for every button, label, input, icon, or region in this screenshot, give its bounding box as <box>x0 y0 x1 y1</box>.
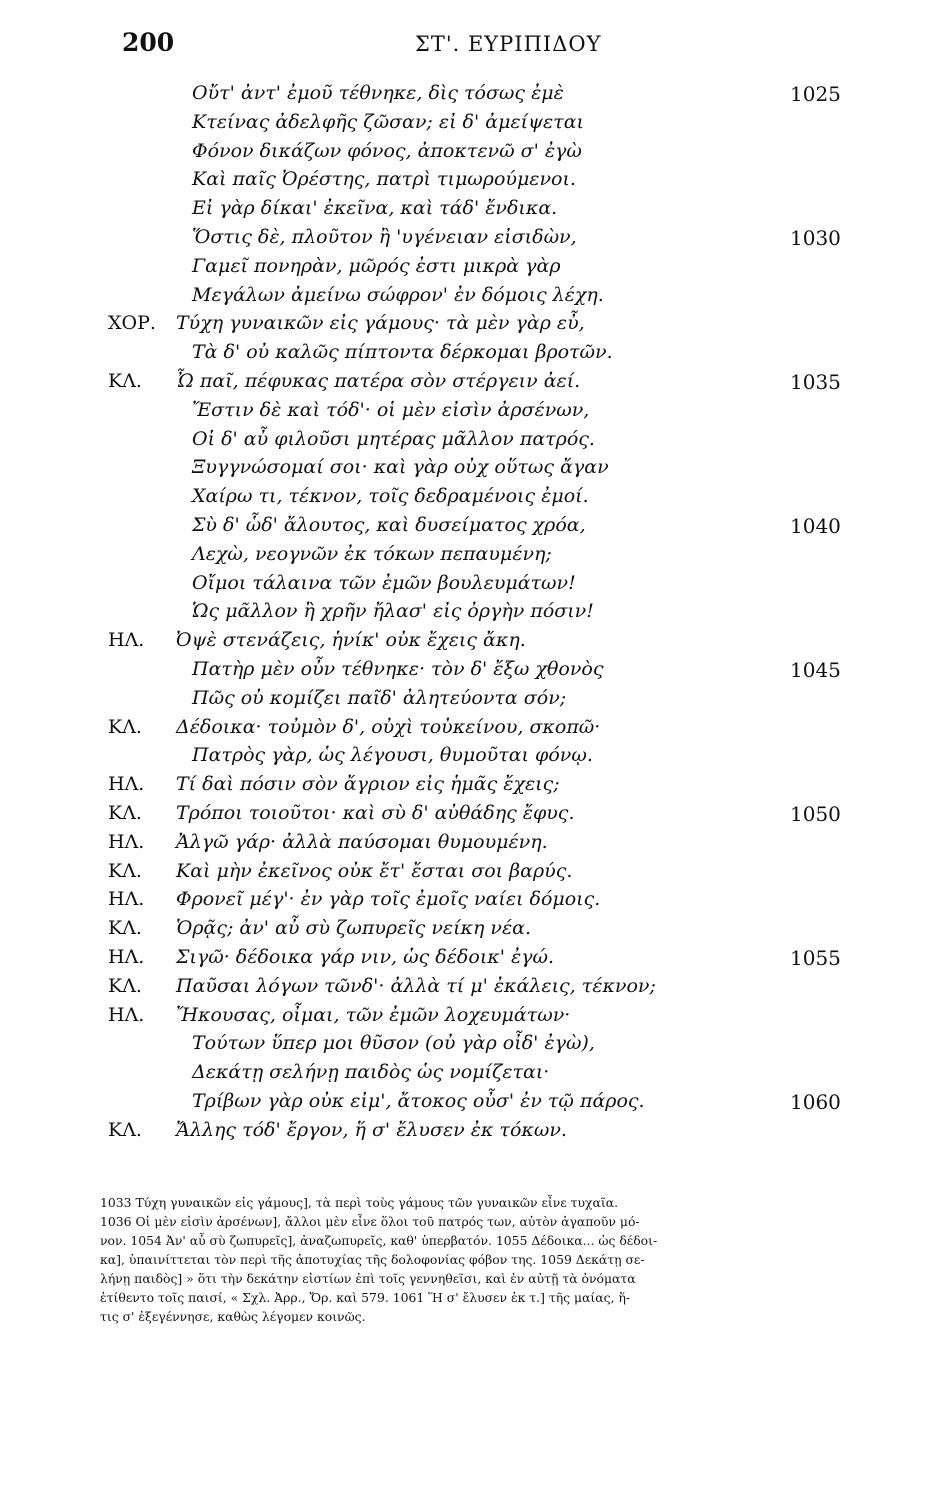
verse-line <box>0 1032 927 1062</box>
verse-text: Οἴμοι τάλαινα τῶν ἐμῶν βουλευμάτων! <box>192 571 576 594</box>
verse-text: Ἔστιν δὲ καὶ τόδ'· οἱ μὲν εἰσὶν ἀρσένων, <box>192 398 590 421</box>
verse-line <box>0 831 927 861</box>
verse-line <box>0 773 927 803</box>
speaker-label: ΗΛ. <box>108 946 145 968</box>
verse-text: Ὀψὲ στενάζεις, ἡνίκ' οὐκ ἔχεις ἄκη. <box>176 629 526 652</box>
footnote-line: 1036 Οἱ μὲν εἰσὶν ἀρσένων], ἄλλοι μὲν εἶνε ὅλοι τοῦ πατρός των, αὐτὸν ἀγαποῦν μό- <box>100 1214 640 1229</box>
verse-line <box>0 975 927 1005</box>
footnote-line: νον. 1054 Ἀν' αὖ σὺ ζωπυρεῖς], ἀναζωπυρεῖς, καθ' ὑπερβατόν. 1055 Δέδοικα... ὡς δέδοι- <box>100 1233 658 1248</box>
verse-line <box>0 629 927 659</box>
verse-line <box>0 197 927 227</box>
line-number: 1050 <box>790 802 841 826</box>
verse-text: Ὦ παῖ, πέφυκας πατέρα σὸν στέργειν ἀεί. <box>176 370 581 392</box>
page-number: 200 <box>122 28 175 57</box>
verse-line <box>0 543 927 573</box>
speaker-label: ΗΛ. <box>108 629 145 652</box>
verse-text: Τὰ δ' οὐ καλῶς πίπτοντα δέρκομαι βροτῶν. <box>192 341 613 364</box>
running-title: ΣΤ'. ΕΥΡΙΠΙΔΟΥ <box>415 32 602 56</box>
verse-text: Καὶ παῖς Ὀρέστης, πατρὶ τιμωρούμενοι. <box>192 168 576 191</box>
verse-line <box>0 226 927 256</box>
verse-text: Ὅστις δὲ, πλοῦτον ἢ 'υγένειαν εἰσιδὼν, <box>192 226 577 248</box>
footnote-line: τις σ' ἐξεγέννησε, καθὼς λέγομεν κοινῶς. <box>100 1309 366 1324</box>
verse-line <box>0 716 927 746</box>
verse-line <box>0 1061 927 1091</box>
verse-text: Οἱ δ' αὖ φιλοῦσι μητέρας μᾶλλον πατρός. <box>192 427 595 450</box>
line-number: 1035 <box>790 370 841 394</box>
verse-text: Οὔτ' ἀντ' ἐμοῦ τέθνηκε, δὶς τόσως ἐμὲ <box>192 82 564 104</box>
verse-text: Δεκάτῃ σελήνῃ παιδὸς ὡς νομίζεται· <box>192 1061 550 1084</box>
verse-text: Παῦσαι λόγων τῶνδ'· ἀλλὰ τί μ' ἐκάλεις, τέκνον; <box>176 974 656 997</box>
verse-line <box>0 255 927 285</box>
verse-line <box>0 1119 927 1149</box>
line-number: 1060 <box>790 1090 841 1114</box>
speaker-label: ΚΛ. <box>108 974 142 997</box>
speaker-label: ΗΛ. <box>108 773 145 796</box>
speaker-label: ΗΛ. <box>108 888 145 911</box>
verse-line <box>0 744 927 774</box>
verse-line <box>0 600 927 630</box>
verse-text: Πατρὸς γὰρ, ὡς λέγουσι, θυμοῦται φόνῳ. <box>192 744 593 767</box>
verse-text: Σὺ δ' ὧδ' ἄλουτος, καὶ δυσείματος χρόα, <box>192 514 586 536</box>
verse-line <box>0 284 927 314</box>
verse-text: Τρίβων γὰρ οὐκ εἰμ', ἄτοκος οὖσ' ἐν τῷ πάρος. <box>192 1090 645 1112</box>
verse-line <box>0 82 927 112</box>
footnote-line: λήνῃ παιδὸς] » ὅτι τὴν δεκάτην εἰστίων ἐπὶ τοῖς γεννηθεῖσι, καὶ ἐν αὐτῇ τὰ ὀνόματα <box>100 1271 636 1286</box>
verse-line <box>0 917 927 947</box>
verse-text: Ἀλγῶ γάρ· ἀλλὰ παύσομαι θυμουμένη. <box>176 830 548 853</box>
verse-text: Τρόποι τοιοῦτοι· καὶ σὺ δ' αὐθάδης ἔφυς. <box>176 802 575 824</box>
verse-line <box>0 572 927 602</box>
verse-text: Ὡς μᾶλλον ἢ χρῆν ἤλασ' εἰς ὀργὴν πόσιν! <box>192 600 594 623</box>
speaker-label: ΚΛ. <box>108 1118 142 1141</box>
verse-text: Τύχη γυναικῶν εἰς γάμους· τὰ μὲν γὰρ εὖ, <box>176 312 585 335</box>
verse-line <box>0 658 927 688</box>
verse-line <box>0 456 927 486</box>
verse-text: Μεγάλων ἀμείνω σώφρον' ἐν δόμοις λέχη. <box>192 283 604 306</box>
speaker-label: ΚΛ. <box>108 859 142 882</box>
running-head <box>0 28 927 64</box>
verse-line <box>0 428 927 458</box>
verse-line <box>0 802 927 832</box>
footnote-line: κα], ὑπαινίττεται τὸν περὶ τῆς ἀποτυχίας τῆς δολοφονίας φόβον της. 1059 Δεκάτῃ σε- <box>100 1252 645 1267</box>
line-number: 1055 <box>790 946 841 970</box>
line-number: 1025 <box>790 82 841 106</box>
speaker-label: ΧΟΡ. <box>108 312 156 335</box>
verse-text: Σιγῶ· δέδοικα γάρ νιν, ὡς δέδοικ' ἐγώ. <box>176 946 555 968</box>
verse-text: Καὶ μὴν ἐκεῖνος οὐκ ἔτ' ἔσται σοι βαρύς. <box>176 859 573 882</box>
verse-line <box>0 485 927 515</box>
verse-line <box>0 312 927 342</box>
verse-line <box>0 946 927 976</box>
speaker-label: ΚΛ. <box>108 370 142 392</box>
speaker-label: ΗΛ. <box>108 1003 145 1026</box>
line-number: 1040 <box>790 514 841 538</box>
footnotes <box>100 1193 848 1326</box>
verse-line <box>0 888 927 918</box>
verse-line <box>0 168 927 198</box>
verse-line <box>0 514 927 544</box>
footnote-line: 1033 Τύχη γυναικῶν εἰς γάμους], τὰ περὶ τοὺς γάμους τῶν γυναικῶν εἶνε τυχαῖα. <box>100 1195 619 1210</box>
speaker-label: ΚΛ. <box>108 802 142 824</box>
verse-text: Πῶς οὐ κομίζει παῖδ' ἀλητεύοντα σόν; <box>192 686 567 709</box>
verse-line <box>0 1004 927 1034</box>
verse-line <box>0 341 927 371</box>
verse-line <box>0 399 927 429</box>
verse-text: Φόνον δικάζων φόνος, ἀποκτενῶ σ' ἐγὼ <box>192 139 582 162</box>
verse-line <box>0 370 927 400</box>
line-number: 1030 <box>790 226 841 250</box>
verse-text: Τούτων ὕπερ μοι θῦσον (οὐ γὰρ οἶδ' ἐγὼ), <box>192 1032 595 1055</box>
footnote-line: ἐτίθεντο τοῖς παισί, « Σχλ. Ἀρρ., Ὄρ. καὶ 579. 1061 Ἥ σ' ἔλυσεν ἐκ τ.] τῆς μαίας, ἥ- <box>100 1290 631 1305</box>
verse-text: Ξυγγνώσομαί σοι· καὶ γὰρ οὐχ οὕτως ἄγαν <box>192 456 609 479</box>
speaker-label: ΚΛ. <box>108 917 142 940</box>
verse-line <box>0 687 927 717</box>
verse-text: Γαμεῖ πονηρὰν, μῶρός ἐστι μικρὰ γὰρ <box>192 254 561 277</box>
verse-text: Ὁρᾷς; ἀν' αὖ σὺ ζωπυρεῖς νείκη νέα. <box>176 917 532 940</box>
verse-text: Δέδοικα· τοὐμὸν δ', οὐχὶ τοὐκείνου, σκοπῶ· <box>176 715 601 738</box>
verse-text: Εἰ γὰρ δίκαι' ἐκεῖνα, καὶ τάδ' ἔνδικα. <box>192 197 558 220</box>
verse-line <box>0 1090 927 1120</box>
verse-line <box>0 140 927 170</box>
verse-text: Πατὴρ μὲν οὖν τέθνηκε· τὸν δ' ἔξω χθονὸς <box>192 658 604 680</box>
verse-line <box>0 111 927 141</box>
speaker-label: ΚΛ. <box>108 715 142 738</box>
verse-text: Ἄλλης τόδ' ἔργον, ἥ σ' ἔλυσεν ἐκ τόκων. <box>176 1118 567 1141</box>
speaker-label: ΗΛ. <box>108 830 145 853</box>
verse-text: Χαίρω τι, τέκνον, τοῖς δεδραμένοις ἐμοί. <box>192 485 589 508</box>
line-number: 1045 <box>790 658 841 682</box>
verse-text: Κτείνας ἀδελφῆς ζῶσαν; εἰ δ' ἀμείψεται <box>192 110 584 133</box>
verse-text: Λεχὼ, νεογνῶν ἐκ τόκων πεπαυμένη; <box>192 542 552 565</box>
verse-line <box>0 860 927 890</box>
verse-text: Ἤκουσας, οἶμαι, τῶν ἐμῶν λοχευμάτων· <box>176 1003 571 1026</box>
verse-text: Τί δαὶ πόσιν σὸν ἄγριον εἰς ἡμᾶς ἔχεις; <box>176 773 560 796</box>
verse-text: Φρονεῖ μέγ'· ἐν γὰρ τοῖς ἐμοῖς ναίει δόμοις. <box>176 888 601 911</box>
